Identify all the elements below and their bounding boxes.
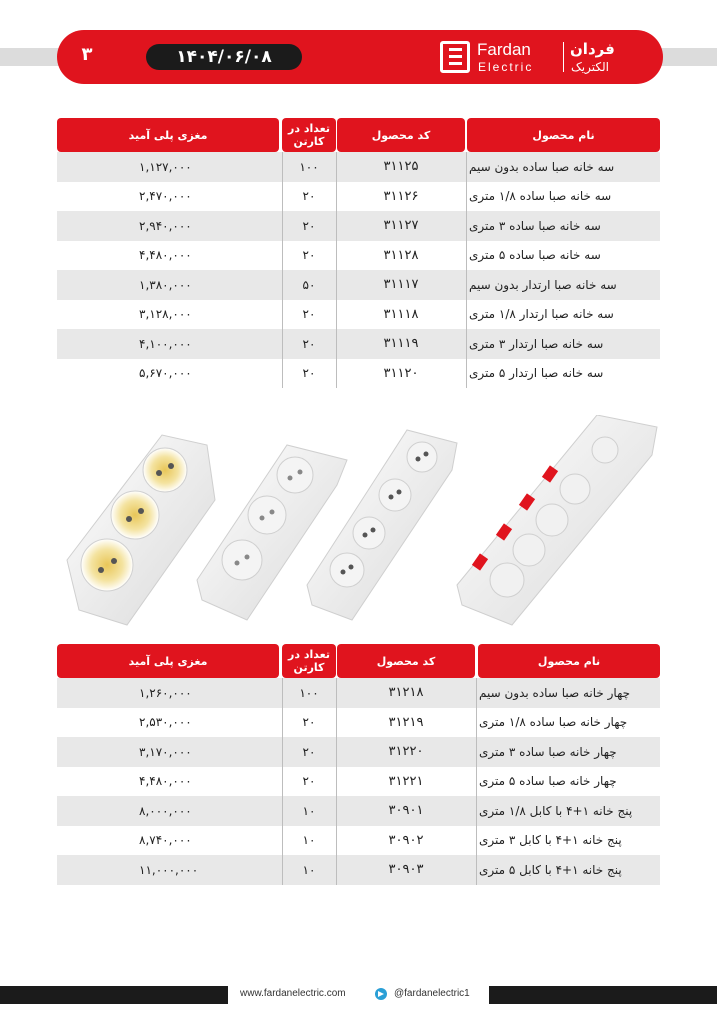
date-badge: ۱۴۰۴/۰۶/۰۸ bbox=[146, 44, 302, 70]
code-cell: ۳۱۱۲۸ bbox=[383, 247, 419, 263]
price-cell: ۸,۷۴۰,۰۰۰ bbox=[139, 833, 192, 848]
table-body bbox=[57, 152, 660, 388]
code-cell: ۳۱۲۲۱ bbox=[388, 773, 424, 789]
table-row bbox=[57, 270, 660, 300]
code-cell: ۳۱۱۲۰ bbox=[383, 365, 419, 381]
footer-telegram-handle[interactable]: @fardanelectric1 bbox=[394, 988, 470, 999]
col-header-code: کد محصول bbox=[337, 118, 465, 152]
table-body bbox=[57, 678, 660, 885]
col-header-qty: تعداد در کارتن bbox=[282, 118, 336, 152]
table-row bbox=[57, 708, 660, 738]
qty-cell: ۲۰ bbox=[302, 715, 316, 730]
product-three-way-grounded bbox=[67, 435, 215, 625]
price-cell: ۱,۱۲۷,۰۰۰ bbox=[139, 159, 192, 174]
name-cell: سه خانه صبا ساده ۱/۸ متری bbox=[469, 189, 612, 204]
qty-cell: ۲۰ bbox=[302, 189, 316, 204]
code-cell: ۳۱۱۲۷ bbox=[383, 218, 419, 234]
price-cell: ۱,۳۸۰,۰۰۰ bbox=[139, 277, 192, 292]
price-cell: ۴,۴۸۰,۰۰۰ bbox=[139, 774, 192, 789]
name-cell: سه خانه صبا ساده بدون سیم bbox=[469, 159, 615, 174]
product-five-way-switched bbox=[457, 415, 657, 625]
table-row bbox=[57, 855, 660, 885]
column-divider bbox=[476, 678, 477, 885]
qty-cell: ۲۰ bbox=[302, 248, 316, 263]
qty-cell: ۲۰ bbox=[302, 218, 316, 233]
price-cell: ۴,۴۸۰,۰۰۰ bbox=[139, 248, 192, 263]
brand-subtitle-en: Electric bbox=[478, 60, 534, 74]
name-cell: سه خانه صبا ارتدار ۵ متری bbox=[469, 366, 604, 381]
price-table-three-way bbox=[57, 118, 660, 388]
name-cell: سه خانه صبا ارتدار ۳ متری bbox=[469, 336, 604, 351]
price-cell: ۲,۹۴۰,۰۰۰ bbox=[139, 218, 192, 233]
table-header bbox=[57, 644, 660, 678]
col-header-price: مغزی پلی آمید bbox=[57, 118, 279, 152]
code-cell: ۳۱۲۲۰ bbox=[388, 744, 424, 760]
code-cell: ۳۱۲۱۹ bbox=[388, 714, 424, 730]
name-cell: سه خانه صبا ساده ۳ متری bbox=[469, 218, 601, 233]
name-cell: چهار خانه صبا ساده ۳ متری bbox=[479, 744, 617, 759]
brand-name-en: Fardan bbox=[477, 40, 531, 59]
table-row bbox=[57, 767, 660, 797]
price-cell: ۴,۱۰۰,۰۰۰ bbox=[139, 336, 192, 351]
name-cell: چهار خانه صبا ساده ۱/۸ متری bbox=[479, 715, 628, 730]
table-row bbox=[57, 796, 660, 826]
name-cell: پنج خانه ۱+۴ با کابل ۵ متری bbox=[479, 862, 622, 877]
brand-subtitle-fa: الکتریک bbox=[571, 60, 609, 74]
table-row bbox=[57, 211, 660, 241]
name-cell: سه خانه صبا ساده ۵ متری bbox=[469, 248, 601, 263]
table-row bbox=[57, 826, 660, 856]
fardan-logo-icon bbox=[440, 41, 470, 73]
table-row bbox=[57, 359, 660, 389]
product-photos bbox=[57, 415, 660, 640]
footer-website[interactable]: www.fardanelectric.com bbox=[240, 988, 346, 999]
qty-cell: ۲۰ bbox=[302, 366, 316, 381]
name-cell: چهار خانه صبا ساده بدون سیم bbox=[479, 685, 631, 700]
page-number: ۳ bbox=[81, 44, 93, 65]
price-cell: ۱,۲۶۰,۰۰۰ bbox=[139, 685, 192, 700]
qty-cell: ۲۰ bbox=[302, 744, 316, 759]
col-header-name: نام محصول bbox=[478, 644, 660, 678]
name-cell: پنج خانه ۱+۴ با کابل ۱/۸ متری bbox=[479, 803, 633, 818]
qty-cell: ۵۰ bbox=[302, 277, 316, 292]
table-row bbox=[57, 182, 660, 212]
price-cell: ۱۱,۰۰۰,۰۰۰ bbox=[139, 862, 199, 877]
name-cell: پنج خانه ۱+۴ با کابل ۳ متری bbox=[479, 833, 622, 848]
table-row bbox=[57, 329, 660, 359]
code-cell: ۳۱۲۱۸ bbox=[388, 685, 424, 701]
column-divider bbox=[282, 678, 283, 885]
code-cell: ۳۱۱۱۸ bbox=[383, 306, 419, 322]
table-row bbox=[57, 152, 660, 182]
code-cell: ۳۱۱۱۷ bbox=[383, 277, 419, 293]
column-divider bbox=[466, 152, 467, 388]
qty-cell: ۱۰ bbox=[302, 833, 316, 848]
table-row bbox=[57, 300, 660, 330]
code-cell: ۳۰۹۰۲ bbox=[388, 832, 424, 848]
telegram-icon bbox=[375, 988, 387, 1000]
price-cell: ۲,۵۳۰,۰۰۰ bbox=[139, 715, 192, 730]
qty-cell: ۱۰۰ bbox=[299, 159, 319, 174]
qty-cell: ۱۰ bbox=[302, 862, 316, 877]
price-cell: ۳,۱۲۸,۰۰۰ bbox=[139, 307, 192, 322]
price-cell: ۲,۴۷۰,۰۰۰ bbox=[139, 189, 192, 204]
footer-bar-right bbox=[489, 986, 717, 1004]
name-cell: چهار خانه صبا ساده ۵ متری bbox=[479, 774, 617, 789]
column-divider bbox=[282, 152, 283, 388]
name-cell: سه خانه صبا ارتدار ۱/۸ متری bbox=[469, 307, 614, 322]
name-cell: سه خانه صبا ارتدار بدون سیم bbox=[469, 277, 617, 292]
table-header bbox=[57, 118, 660, 152]
table-row bbox=[57, 241, 660, 271]
table-row bbox=[57, 678, 660, 708]
col-header-name: نام محصول bbox=[467, 118, 660, 152]
price-cell: ۵,۶۷۰,۰۰۰ bbox=[139, 366, 192, 381]
table-row bbox=[57, 737, 660, 767]
price-cell: ۳,۱۷۰,۰۰۰ bbox=[139, 744, 192, 759]
column-divider bbox=[336, 152, 337, 388]
footer-bar-left bbox=[0, 986, 228, 1004]
price-cell: ۸,۰۰۰,۰۰۰ bbox=[139, 803, 192, 818]
code-cell: ۳۰۹۰۱ bbox=[388, 803, 424, 819]
code-cell: ۳۱۱۱۹ bbox=[383, 336, 419, 352]
qty-cell: ۲۰ bbox=[302, 774, 316, 789]
price-table-four-five-way bbox=[57, 644, 660, 885]
column-divider bbox=[336, 678, 337, 885]
qty-cell: ۱۰ bbox=[302, 803, 316, 818]
code-cell: ۳۰۹۰۳ bbox=[388, 862, 424, 878]
qty-cell: ۲۰ bbox=[302, 307, 316, 322]
code-cell: ۳۱۱۲۵ bbox=[383, 159, 419, 175]
col-header-code: کد محصول bbox=[337, 644, 475, 678]
qty-cell: ۱۰۰ bbox=[299, 685, 319, 700]
brand-name-fa: فردان bbox=[570, 40, 615, 58]
logo-divider bbox=[563, 42, 564, 72]
qty-cell: ۲۰ bbox=[302, 336, 316, 351]
code-cell: ۳۱۱۲۶ bbox=[383, 188, 419, 204]
col-header-qty: تعداد در کارتن bbox=[282, 644, 336, 678]
col-header-price: مغزی پلی آمید bbox=[57, 644, 279, 678]
